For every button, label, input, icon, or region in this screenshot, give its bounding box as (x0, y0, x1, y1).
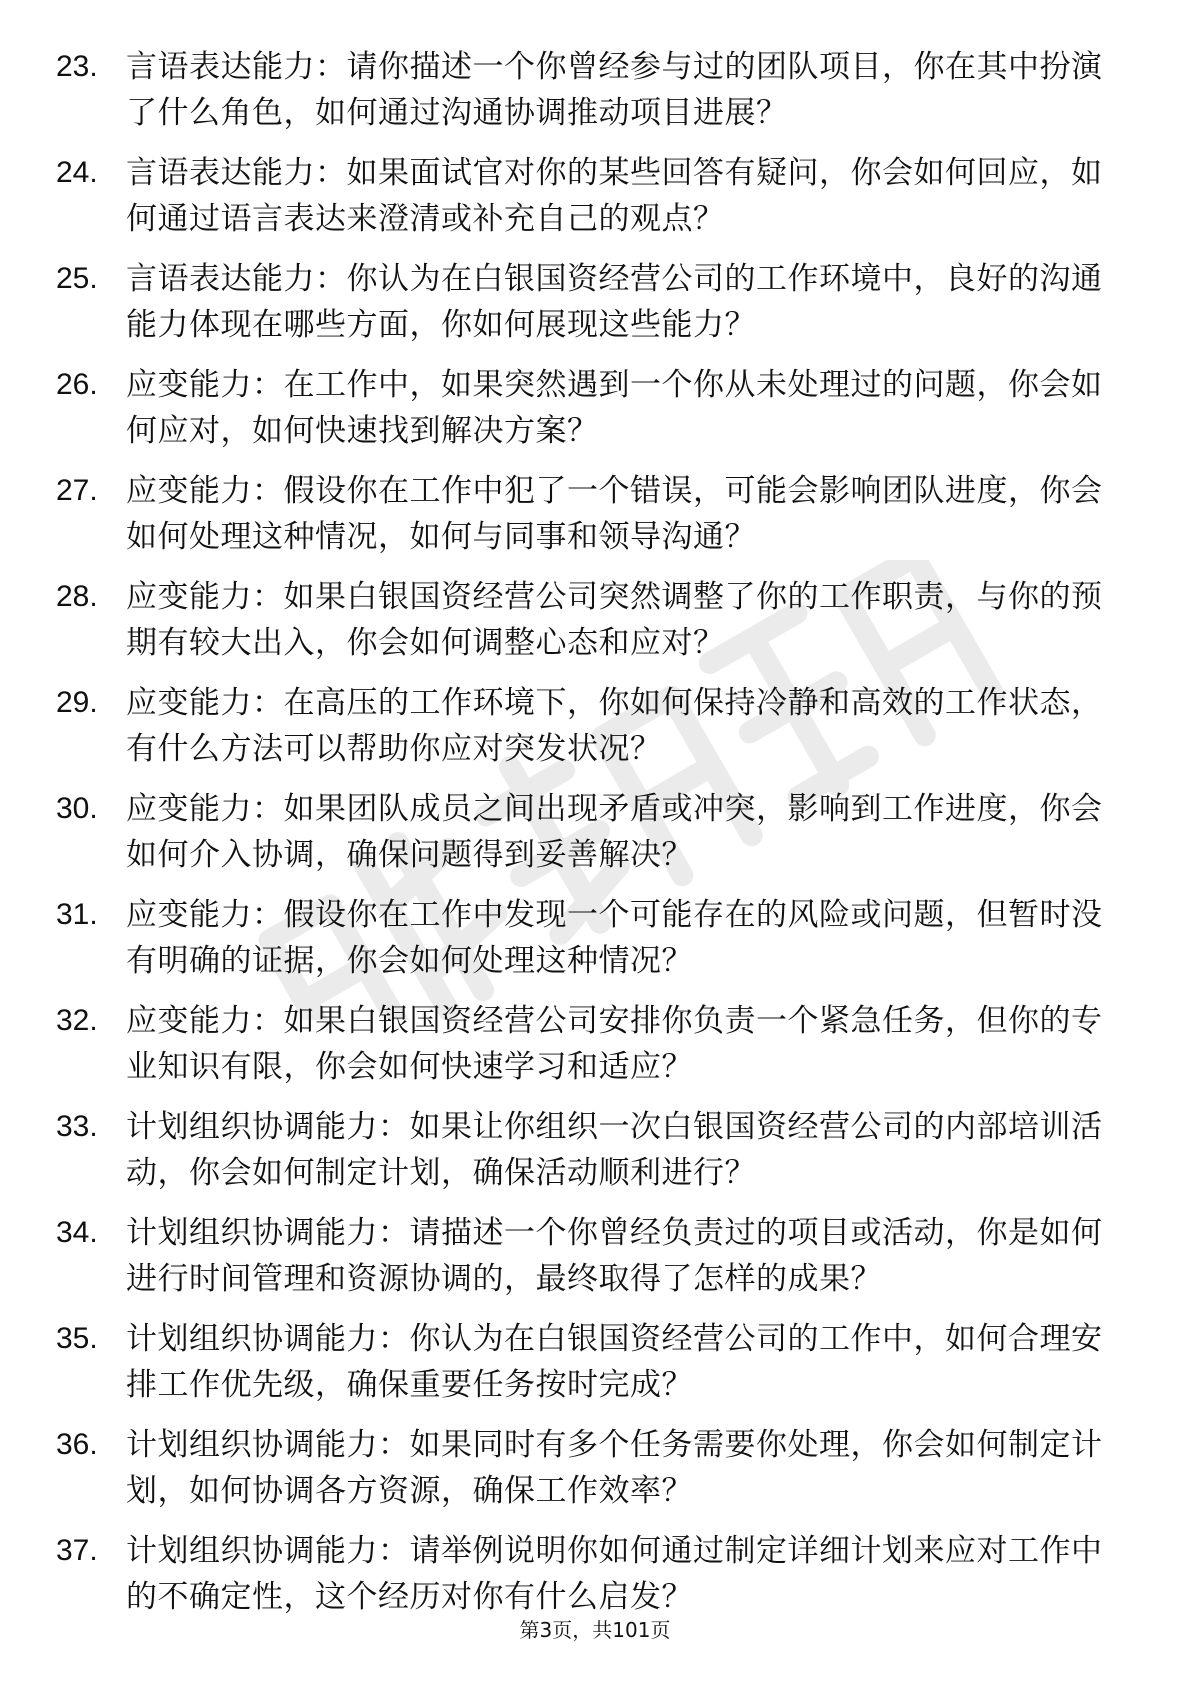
question-number: 34. (56, 1216, 98, 1249)
question-number: 32. (56, 1004, 98, 1037)
question-number: 28. (56, 580, 98, 613)
question-text: 计划组织协调能力：请举例说明你如何通过制定详细计划来应对工作中的不确定性，这个经历对你有什么启发？ (126, 1533, 1103, 1615)
question-text: 言语表达能力：请你描述一个你曾经参与过的团队项目，你在其中扮演了什么角色，如何通过沟通协调推动项目进展？ (126, 49, 1103, 131)
question-number: 27. (56, 474, 98, 507)
question-item (56, 574, 1116, 680)
question-text: 计划组织协调能力：如果同时有多个任务需要你处理，你会如何制定计划，如何协调各方资源，确保工作效率？ (126, 1427, 1103, 1509)
question-text: 言语表达能力：你认为在白银国资经营公司的工作环境中，良好的沟通能力体现在哪些方面，你如何展现这些能力？ (126, 261, 1103, 343)
page-footer: 第3页，共101页 (519, 1618, 671, 1642)
question-item (56, 256, 1116, 362)
question-number: 23. (56, 50, 98, 83)
question-text: 应变能力：在高压的工作环境下，你如何保持冷静和高效的工作状态，有什么方法可以帮助你应对突发状况？ (126, 685, 1103, 767)
question-number: 24. (56, 156, 98, 189)
question-item (56, 892, 1116, 998)
question-item (56, 150, 1116, 256)
question-text: 计划组织协调能力：请描述一个你曾经负责过的项目或活动，你是如何进行时间管理和资源协调的，最终取得了怎样的成果？ (126, 1215, 1103, 1297)
question-item (56, 786, 1116, 892)
question-text: 应变能力：如果白银国资经营公司突然调整了你的工作职责，与你的预期有较大出入，你会如何调整心态和应对？ (126, 579, 1103, 661)
question-number: 35. (56, 1322, 98, 1355)
question-item (56, 362, 1116, 468)
question-text: 应变能力：如果白银国资经营公司安排你负责一个紧急任务，但你的专业知识有限，你会如何快速学习和适应？ (126, 1003, 1103, 1085)
question-number: 26. (56, 368, 98, 401)
question-text: 计划组织协调能力：如果让你组织一次白银国资经营公司的内部培训活动，你会如何制定计划，确保活动顺利进行？ (126, 1109, 1103, 1191)
question-text: 计划组织协调能力：你认为在白银国资经营公司的工作中，如何合理安排工作优先级，确保重要任务按时完成？ (126, 1321, 1103, 1403)
question-number: 31. (56, 898, 98, 931)
question-number: 37. (56, 1534, 98, 1567)
question-item (56, 1422, 1116, 1528)
question-text: 应变能力：假设你在工作中犯了一个错误，可能会影响团队进度，你会如何处理这种情况，如何与同事和领导沟通？ (126, 473, 1103, 555)
question-item (56, 1210, 1116, 1316)
question-number: 30. (56, 792, 98, 825)
question-number: 36. (56, 1428, 98, 1461)
question-text: 应变能力：在工作中，如果突然遇到一个你从未处理过的问题，你会如何应对，如何快速找到解决方案？ (126, 367, 1103, 449)
question-item (56, 680, 1116, 786)
question-text: 应变能力：假设你在工作中发现一个可能存在的风险或问题，但暂时没有明确的证据，你会如何处理这种情况？ (126, 897, 1103, 979)
question-number: 25. (56, 262, 98, 295)
question-item (56, 1316, 1116, 1422)
question-list (56, 44, 1116, 1634)
question-item (56, 44, 1116, 150)
question-text: 应变能力：如果团队成员之间出现矛盾或冲突，影响到工作进度，你会如何介入协调，确保问题得到妥善解决？ (126, 791, 1103, 873)
question-item (56, 998, 1116, 1104)
question-item (56, 468, 1116, 574)
question-number: 33. (56, 1110, 98, 1143)
question-number: 29. (56, 686, 98, 719)
question-text: 言语表达能力：如果面试官对你的某些回答有疑问，你会如何回应，如何通过语言表达来澄清或补充自己的观点？ (126, 155, 1103, 237)
question-item (56, 1104, 1116, 1210)
